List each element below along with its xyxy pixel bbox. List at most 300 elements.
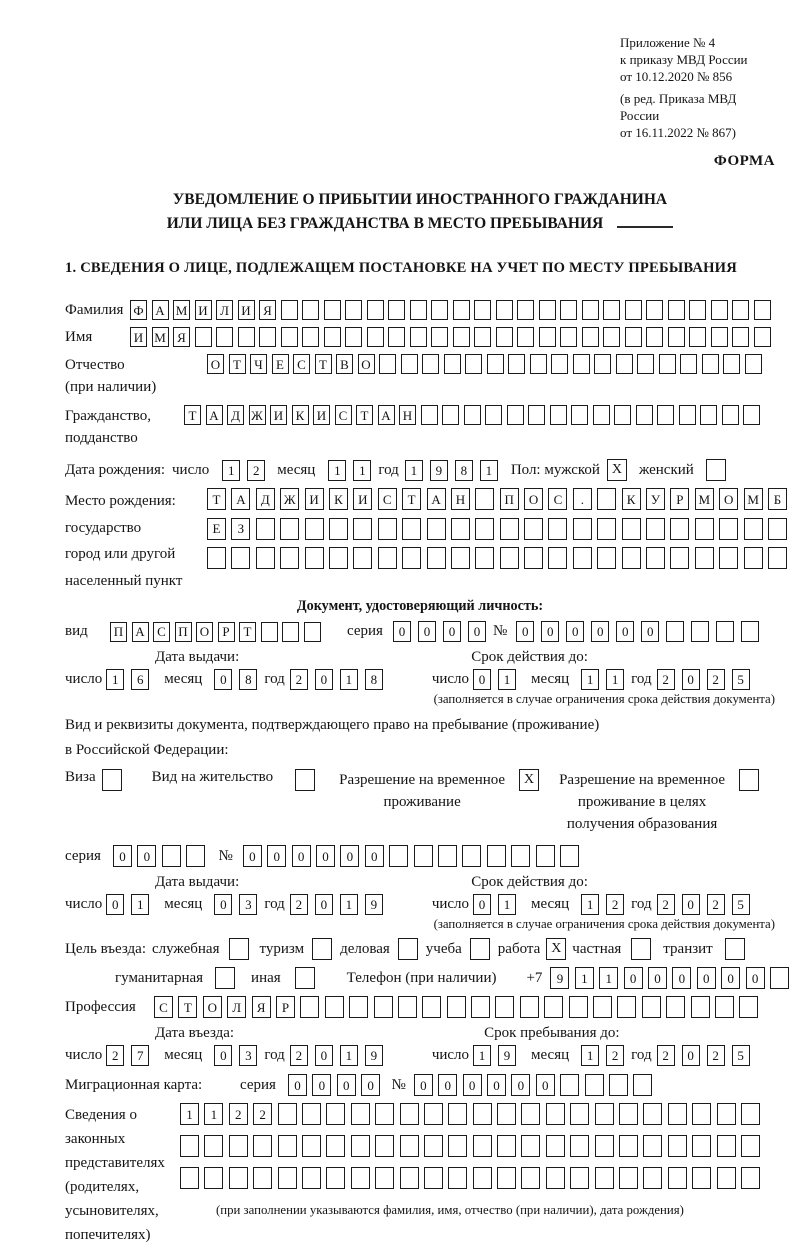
char-box[interactable] — [324, 327, 341, 347]
char-box[interactable] — [597, 488, 616, 510]
char-box[interactable] — [367, 300, 384, 320]
char-box[interactable]: 2 — [290, 1045, 308, 1066]
char-box[interactable] — [424, 1167, 443, 1189]
char-box[interactable]: 1 — [498, 894, 516, 915]
char-box[interactable]: Ч — [250, 354, 267, 374]
char-box[interactable]: Ф — [130, 300, 147, 320]
char-box[interactable] — [422, 354, 439, 374]
char-box[interactable] — [378, 547, 397, 569]
char-box[interactable] — [666, 996, 685, 1018]
char-box[interactable]: 9 — [365, 1045, 383, 1066]
char-box[interactable] — [326, 1167, 345, 1189]
char-box[interactable] — [431, 300, 448, 320]
char-box[interactable]: 1 — [180, 1103, 199, 1125]
char-box[interactable] — [367, 327, 384, 347]
char-box[interactable] — [207, 547, 226, 569]
char-box[interactable] — [679, 405, 696, 425]
char-box[interactable] — [421, 405, 438, 425]
char-box[interactable] — [573, 547, 592, 569]
char-box[interactable]: 1 — [340, 669, 358, 690]
char-box[interactable] — [524, 518, 543, 540]
char-box[interactable]: 2 — [657, 669, 675, 690]
char-box[interactable]: 0 — [315, 669, 333, 690]
char-box[interactable] — [619, 1103, 638, 1125]
char-box[interactable] — [229, 1135, 248, 1157]
char-box[interactable] — [402, 518, 421, 540]
char-box[interactable]: 1 — [405, 460, 423, 481]
char-box[interactable] — [716, 621, 734, 642]
char-box[interactable]: К — [292, 405, 309, 425]
char-box[interactable]: Ж — [249, 405, 266, 425]
char-box[interactable] — [680, 354, 697, 374]
char-box[interactable] — [637, 354, 654, 374]
char-box[interactable] — [261, 622, 278, 642]
char-box[interactable] — [692, 1167, 711, 1189]
char-box[interactable]: 0 — [616, 621, 634, 642]
char-box[interactable]: 1 — [498, 669, 516, 690]
char-box[interactable] — [453, 327, 470, 347]
char-box[interactable]: О — [358, 354, 375, 374]
char-box[interactable]: 0 — [591, 621, 609, 642]
char-box[interactable] — [573, 354, 590, 374]
char-box[interactable]: 9 — [365, 894, 383, 915]
char-box[interactable] — [351, 1103, 370, 1125]
char-box[interactable] — [238, 327, 255, 347]
char-box[interactable] — [668, 1103, 687, 1125]
char-box[interactable]: М — [173, 300, 190, 320]
char-box[interactable]: Т — [178, 996, 197, 1018]
char-box[interactable] — [521, 1135, 540, 1157]
char-box[interactable] — [595, 1103, 614, 1125]
char-box[interactable]: 2 — [657, 1045, 675, 1066]
char-box[interactable] — [754, 327, 771, 347]
char-box[interactable]: 0 — [361, 1074, 380, 1096]
char-box[interactable]: 5 — [732, 894, 750, 915]
char-box[interactable] — [670, 547, 689, 569]
char-box[interactable] — [744, 547, 763, 569]
char-box[interactable]: 1 — [328, 460, 346, 481]
char-box[interactable] — [375, 1135, 394, 1157]
char-box[interactable]: С — [154, 996, 173, 1018]
char-box[interactable]: Т — [402, 488, 421, 510]
char-box[interactable]: 9 — [498, 1045, 516, 1066]
char-box[interactable] — [643, 1135, 662, 1157]
char-box[interactable]: 2 — [247, 460, 265, 481]
char-box[interactable] — [229, 1167, 248, 1189]
char-box[interactable]: 0 — [393, 621, 411, 642]
char-box[interactable] — [668, 300, 685, 320]
char-box[interactable]: 5 — [732, 1045, 750, 1066]
char-box[interactable] — [594, 354, 611, 374]
char-box[interactable] — [256, 547, 275, 569]
char-box[interactable] — [278, 1103, 297, 1125]
char-box[interactable]: М — [695, 488, 714, 510]
char-box[interactable] — [431, 327, 448, 347]
char-box[interactable] — [643, 1103, 662, 1125]
char-box[interactable] — [280, 547, 299, 569]
char-box[interactable] — [593, 996, 612, 1018]
char-box[interactable]: 1 — [340, 1045, 358, 1066]
char-box[interactable]: 1 — [480, 460, 498, 481]
char-box[interactable]: С — [293, 354, 310, 374]
char-box[interactable]: С — [335, 405, 352, 425]
char-box[interactable] — [521, 1167, 540, 1189]
male-checkbox[interactable]: X — [607, 459, 627, 481]
char-box[interactable]: М — [152, 327, 169, 347]
char-box[interactable]: Р — [218, 622, 235, 642]
char-box[interactable] — [560, 845, 579, 867]
char-box[interactable] — [717, 1135, 736, 1157]
char-box[interactable]: И — [305, 488, 324, 510]
char-box[interactable]: Д — [227, 405, 244, 425]
char-box[interactable] — [692, 1135, 711, 1157]
char-box[interactable]: 0 — [468, 621, 486, 642]
char-box[interactable] — [517, 300, 534, 320]
char-box[interactable] — [745, 354, 762, 374]
char-box[interactable] — [770, 967, 789, 989]
char-box[interactable] — [646, 518, 665, 540]
char-box[interactable] — [551, 354, 568, 374]
char-box[interactable] — [597, 547, 616, 569]
char-box[interactable]: С — [378, 488, 397, 510]
char-box[interactable] — [570, 1135, 589, 1157]
char-box[interactable]: 1 — [473, 1045, 491, 1066]
char-box[interactable] — [351, 1135, 370, 1157]
char-box[interactable]: О — [719, 488, 738, 510]
char-box[interactable]: В — [336, 354, 353, 374]
char-box[interactable] — [642, 996, 661, 1018]
char-box[interactable]: 0 — [473, 669, 491, 690]
char-box[interactable]: 0 — [536, 1074, 555, 1096]
char-box[interactable] — [204, 1167, 223, 1189]
char-box[interactable]: 0 — [487, 1074, 506, 1096]
char-box[interactable]: Т — [184, 405, 201, 425]
char-box[interactable]: 0 — [672, 967, 691, 989]
char-box[interactable]: И — [195, 300, 212, 320]
char-box[interactable] — [378, 518, 397, 540]
char-box[interactable] — [717, 1167, 736, 1189]
char-box[interactable] — [195, 327, 212, 347]
char-box[interactable] — [448, 1167, 467, 1189]
char-box[interactable]: 0 — [516, 621, 534, 642]
char-box[interactable]: 0 — [214, 894, 232, 915]
char-box[interactable]: . — [573, 488, 592, 510]
char-box[interactable] — [325, 996, 344, 1018]
char-box[interactable]: П — [500, 488, 519, 510]
char-box[interactable]: М — [744, 488, 763, 510]
char-box[interactable] — [546, 1103, 565, 1125]
char-box[interactable]: 0 — [137, 845, 156, 867]
char-box[interactable] — [741, 1103, 760, 1125]
char-box[interactable] — [204, 1135, 223, 1157]
char-box[interactable] — [473, 1135, 492, 1157]
char-box[interactable] — [715, 996, 734, 1018]
char-box[interactable] — [595, 1135, 614, 1157]
char-box[interactable] — [400, 1103, 419, 1125]
char-box[interactable] — [548, 518, 567, 540]
char-box[interactable]: 0 — [418, 621, 436, 642]
char-box[interactable] — [278, 1135, 297, 1157]
char-box[interactable] — [609, 1074, 628, 1096]
char-box[interactable]: 0 — [511, 1074, 530, 1096]
char-box[interactable] — [560, 327, 577, 347]
char-box[interactable]: 2 — [229, 1103, 248, 1125]
char-box[interactable]: Р — [276, 996, 295, 1018]
char-box[interactable]: 0 — [316, 845, 335, 867]
char-box[interactable]: Н — [399, 405, 416, 425]
char-box[interactable] — [401, 354, 418, 374]
char-box[interactable]: 1 — [131, 894, 149, 915]
char-box[interactable] — [560, 1074, 579, 1096]
char-box[interactable] — [657, 405, 674, 425]
char-box[interactable] — [496, 300, 513, 320]
char-box[interactable] — [259, 327, 276, 347]
char-box[interactable] — [474, 300, 491, 320]
char-box[interactable] — [353, 547, 372, 569]
char-box[interactable]: Т — [315, 354, 332, 374]
char-box[interactable]: 0 — [315, 894, 333, 915]
char-box[interactable] — [353, 518, 372, 540]
char-box[interactable]: Е — [207, 518, 226, 540]
char-box[interactable] — [695, 518, 714, 540]
char-box[interactable] — [278, 1167, 297, 1189]
char-box[interactable] — [500, 547, 519, 569]
char-box[interactable] — [442, 405, 459, 425]
char-box[interactable]: 0 — [214, 1045, 232, 1066]
char-box[interactable] — [544, 996, 563, 1018]
char-box[interactable] — [300, 996, 319, 1018]
char-box[interactable]: 0 — [541, 621, 559, 642]
char-box[interactable] — [732, 327, 749, 347]
char-box[interactable] — [487, 354, 504, 374]
char-box[interactable]: И — [270, 405, 287, 425]
char-box[interactable]: 2 — [290, 894, 308, 915]
char-box[interactable]: Т — [356, 405, 373, 425]
char-box[interactable] — [231, 547, 250, 569]
char-box[interactable] — [422, 996, 441, 1018]
char-box[interactable] — [398, 996, 417, 1018]
temp-residence-edu-checkbox[interactable] — [739, 769, 759, 791]
char-box[interactable] — [570, 1167, 589, 1189]
char-box[interactable]: 1 — [353, 460, 371, 481]
char-box[interactable] — [539, 300, 556, 320]
char-box[interactable]: 2 — [106, 1045, 124, 1066]
char-box[interactable]: 0 — [214, 669, 232, 690]
char-box[interactable] — [475, 547, 494, 569]
char-box[interactable]: И — [130, 327, 147, 347]
char-box[interactable] — [464, 405, 481, 425]
char-box[interactable] — [495, 996, 514, 1018]
char-box[interactable] — [689, 327, 706, 347]
purpose-tourism-checkbox[interactable] — [312, 938, 332, 960]
char-box[interactable] — [719, 547, 738, 569]
char-box[interactable]: А — [427, 488, 446, 510]
char-box[interactable]: 3 — [239, 894, 257, 915]
char-box[interactable] — [548, 547, 567, 569]
char-box[interactable] — [180, 1167, 199, 1189]
char-box[interactable] — [595, 1167, 614, 1189]
char-box[interactable] — [473, 1167, 492, 1189]
char-box[interactable]: З — [231, 518, 250, 540]
char-box[interactable] — [741, 621, 759, 642]
char-box[interactable] — [375, 1103, 394, 1125]
char-box[interactable]: 1 — [222, 460, 240, 481]
char-box[interactable]: С — [153, 622, 170, 642]
char-box[interactable]: 2 — [707, 1045, 725, 1066]
char-box[interactable]: 2 — [707, 894, 725, 915]
char-box[interactable] — [447, 996, 466, 1018]
char-box[interactable] — [723, 354, 740, 374]
char-box[interactable]: С — [548, 488, 567, 510]
char-box[interactable]: 7 — [131, 1045, 149, 1066]
char-box[interactable] — [546, 1135, 565, 1157]
char-box[interactable] — [465, 354, 482, 374]
char-box[interactable] — [646, 300, 663, 320]
char-box[interactable]: 0 — [624, 967, 643, 989]
char-box[interactable]: Б — [768, 488, 787, 510]
char-box[interactable] — [768, 547, 787, 569]
char-box[interactable]: 3 — [239, 1045, 257, 1066]
char-box[interactable] — [754, 300, 771, 320]
char-box[interactable] — [646, 547, 665, 569]
char-box[interactable]: 0 — [438, 1074, 457, 1096]
char-box[interactable] — [622, 518, 641, 540]
char-box[interactable]: 0 — [682, 1045, 700, 1066]
char-box[interactable]: А — [132, 622, 149, 642]
visa-checkbox[interactable] — [102, 769, 122, 791]
char-box[interactable]: 1 — [606, 669, 624, 690]
char-box[interactable] — [302, 1103, 321, 1125]
char-box[interactable] — [743, 405, 760, 425]
char-box[interactable] — [497, 1135, 516, 1157]
char-box[interactable] — [711, 327, 728, 347]
char-box[interactable]: 1 — [106, 669, 124, 690]
char-box[interactable]: П — [110, 622, 127, 642]
char-box[interactable] — [741, 1167, 760, 1189]
char-box[interactable] — [180, 1135, 199, 1157]
char-box[interactable] — [511, 845, 530, 867]
char-box[interactable]: 0 — [113, 845, 132, 867]
char-box[interactable] — [739, 996, 758, 1018]
residence-permit-checkbox[interactable] — [295, 769, 315, 791]
char-box[interactable]: Ж — [280, 488, 299, 510]
char-box[interactable]: 2 — [606, 1045, 624, 1066]
char-box[interactable] — [427, 518, 446, 540]
char-box[interactable]: И — [353, 488, 372, 510]
char-box[interactable] — [717, 1103, 736, 1125]
char-box[interactable] — [582, 300, 599, 320]
char-box[interactable] — [691, 996, 710, 1018]
char-box[interactable] — [732, 300, 749, 320]
char-box[interactable] — [573, 518, 592, 540]
char-box[interactable] — [617, 996, 636, 1018]
char-box[interactable] — [616, 354, 633, 374]
char-box[interactable]: 0 — [648, 967, 667, 989]
char-box[interactable] — [517, 327, 534, 347]
char-box[interactable] — [619, 1167, 638, 1189]
char-box[interactable] — [487, 845, 506, 867]
char-box[interactable] — [524, 547, 543, 569]
purpose-other-checkbox[interactable] — [295, 967, 315, 989]
char-box[interactable] — [388, 300, 405, 320]
char-box[interactable]: 2 — [606, 894, 624, 915]
char-box[interactable] — [719, 518, 738, 540]
char-box[interactable]: 0 — [288, 1074, 307, 1096]
char-box[interactable] — [546, 1167, 565, 1189]
char-box[interactable] — [329, 547, 348, 569]
char-box[interactable]: О — [196, 622, 213, 642]
char-box[interactable] — [162, 845, 181, 867]
char-box[interactable] — [597, 518, 616, 540]
char-box[interactable] — [539, 327, 556, 347]
char-box[interactable]: Я — [252, 996, 271, 1018]
char-box[interactable] — [536, 845, 555, 867]
char-box[interactable] — [530, 354, 547, 374]
char-box[interactable] — [520, 996, 539, 1018]
char-box[interactable] — [304, 622, 321, 642]
char-box[interactable] — [691, 621, 709, 642]
char-box[interactable]: 0 — [473, 894, 491, 915]
char-box[interactable] — [280, 518, 299, 540]
char-box[interactable] — [500, 518, 519, 540]
char-box[interactable]: И — [238, 300, 255, 320]
char-box[interactable] — [388, 327, 405, 347]
char-box[interactable]: А — [152, 300, 169, 320]
char-box[interactable]: 0 — [340, 845, 359, 867]
char-box[interactable] — [302, 1167, 321, 1189]
char-box[interactable] — [438, 845, 457, 867]
char-box[interactable] — [305, 518, 324, 540]
char-box[interactable] — [668, 1135, 687, 1157]
char-box[interactable] — [281, 300, 298, 320]
char-box[interactable]: 1 — [575, 967, 594, 989]
char-box[interactable]: 0 — [697, 967, 716, 989]
char-box[interactable]: Л — [216, 300, 233, 320]
char-box[interactable] — [473, 1103, 492, 1125]
char-box[interactable] — [711, 300, 728, 320]
char-box[interactable] — [424, 1135, 443, 1157]
char-box[interactable] — [668, 327, 685, 347]
char-box[interactable] — [636, 405, 653, 425]
char-box[interactable] — [622, 547, 641, 569]
char-box[interactable] — [659, 354, 676, 374]
char-box[interactable] — [324, 300, 341, 320]
char-box[interactable]: 8 — [365, 669, 383, 690]
char-box[interactable] — [326, 1103, 345, 1125]
char-box[interactable] — [768, 518, 787, 540]
char-box[interactable]: А — [231, 488, 250, 510]
char-box[interactable] — [619, 1135, 638, 1157]
char-box[interactable] — [550, 405, 567, 425]
char-box[interactable]: Я — [259, 300, 276, 320]
char-box[interactable] — [256, 518, 275, 540]
char-box[interactable] — [302, 1135, 321, 1157]
char-box[interactable] — [528, 405, 545, 425]
char-box[interactable] — [496, 327, 513, 347]
char-box[interactable] — [585, 1074, 604, 1096]
char-box[interactable] — [305, 547, 324, 569]
char-box[interactable] — [351, 1167, 370, 1189]
char-box[interactable]: 0 — [682, 669, 700, 690]
char-box[interactable]: Л — [227, 996, 246, 1018]
char-box[interactable] — [666, 621, 684, 642]
char-box[interactable]: 1 — [581, 894, 599, 915]
char-box[interactable] — [702, 354, 719, 374]
char-box[interactable] — [570, 1103, 589, 1125]
char-box[interactable]: 0 — [337, 1074, 356, 1096]
char-box[interactable] — [186, 845, 205, 867]
char-box[interactable] — [471, 996, 490, 1018]
